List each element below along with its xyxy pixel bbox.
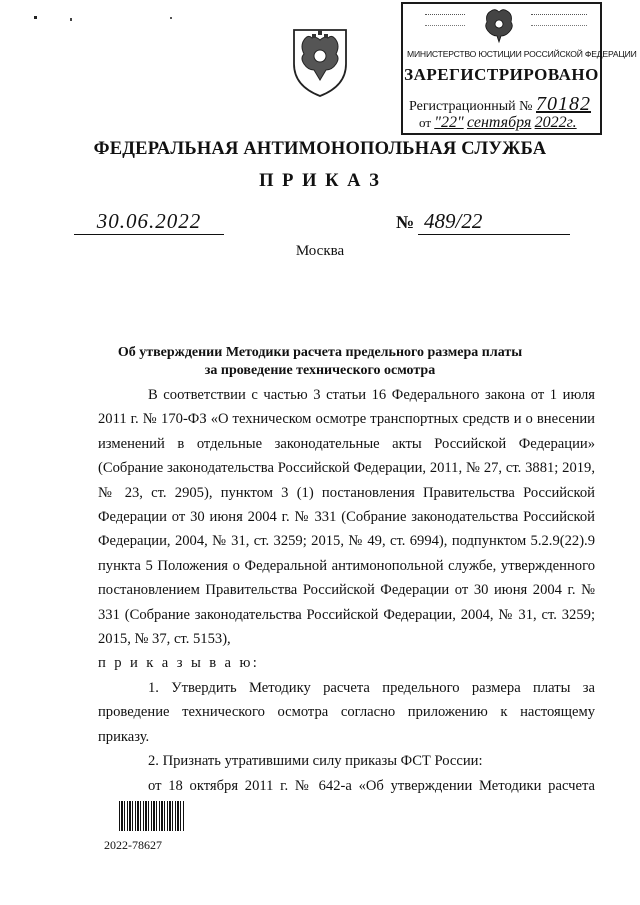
preamble-paragraph: В соответствии с частью 3 статьи 16 Федерального закона от 1 июля 2011 г. № 170-ФЗ «О техническом осмотре транспортных средств и о внесении изменений в отдельные законодательные акты Российской Федерации» (Собрание законодательства Российской Федерации, 2011, № 27, ст. 3881; 2019, № 23, ст. 2905), пунктом 3 (1) постановления Правительства Российской Федерации от 30 июня 2004 г. № 331 (Собрание законодательства Российской Федерации, 2004, № 31, ст. 3259; 2015, № 49, ст. 6994), подпунктом 5.2.9(22).9 пункта 5 Положения о Федеральной антимонопольной службе, утвержденного постановлением Правительства Российской Федерации от 30 июня 2004 г. № 331 (Собрание законодательства Российской Федерации, 2004, № 31, ст. 3259; 2015, № 37, ст. 5153), [98,387,595,648]
scan-mark-2 [70,18,72,21]
scan-mark-1 [34,16,37,19]
stamp-reg-number: 70182 [536,93,591,115]
stamp-reg-label: Регистрационный № [409,99,533,114]
clause-2: 2. Признать утратившими силу приказы ФСТ России: [148,753,483,770]
order-subject-line-2: за проведение технического осмотра [204,363,436,378]
document-barcode [119,801,185,831]
barcode-number: 2022-78627 [104,838,162,852]
order-subject [0,344,640,380]
order-subject-line-1: Об утверждении Методики расчета предельного размера платы [117,345,523,360]
scan-mark-3 [170,17,172,19]
coat-of-arms-emblem [286,24,354,98]
stamp-date-line [419,114,577,132]
order-word: п р и к а з ы в а ю: [98,655,260,672]
stamp-scribble-left [425,14,465,26]
stamp-date-year: 2022г. [534,114,577,131]
order-date: 30.06.2022 [74,208,224,235]
stamp-date-day: "22" [434,114,464,131]
stamp-scribble-right [531,14,587,26]
stamp-emblem [481,6,517,44]
stamp-date-month: сентября [466,114,532,131]
clause-2-item: от 18 октября 2011 г. № 642-а «Об утверждении Методики расчета [148,777,595,794]
order-city: Москва [295,243,345,259]
agency-title: ФЕДЕРАЛЬНАЯ АНТИМОНОПОЛЬНАЯ СЛУЖБА [93,139,547,159]
order-number-label: № [396,212,415,232]
stamp-registered: ЗАРЕГИСТРИРОВАНО [404,65,599,84]
order-body [98,383,595,798]
order-number: 489/22 [418,208,570,235]
document-type: П Р И К А З [259,171,381,191]
registration-stamp [401,2,637,135]
stamp-ministry: МИНИСТЕРСТВО ЮСТИЦИИ РОССИЙСКОЙ ФЕДЕРАЦИИ [407,49,637,59]
clause-1: 1. Утвердить Методику расчета предельного размера платы за проведение технического осмотра согласно приложению к настоящему приказу. [98,679,595,745]
stamp-registration-line [409,93,591,116]
stamp-date-prefix: от [419,115,432,130]
